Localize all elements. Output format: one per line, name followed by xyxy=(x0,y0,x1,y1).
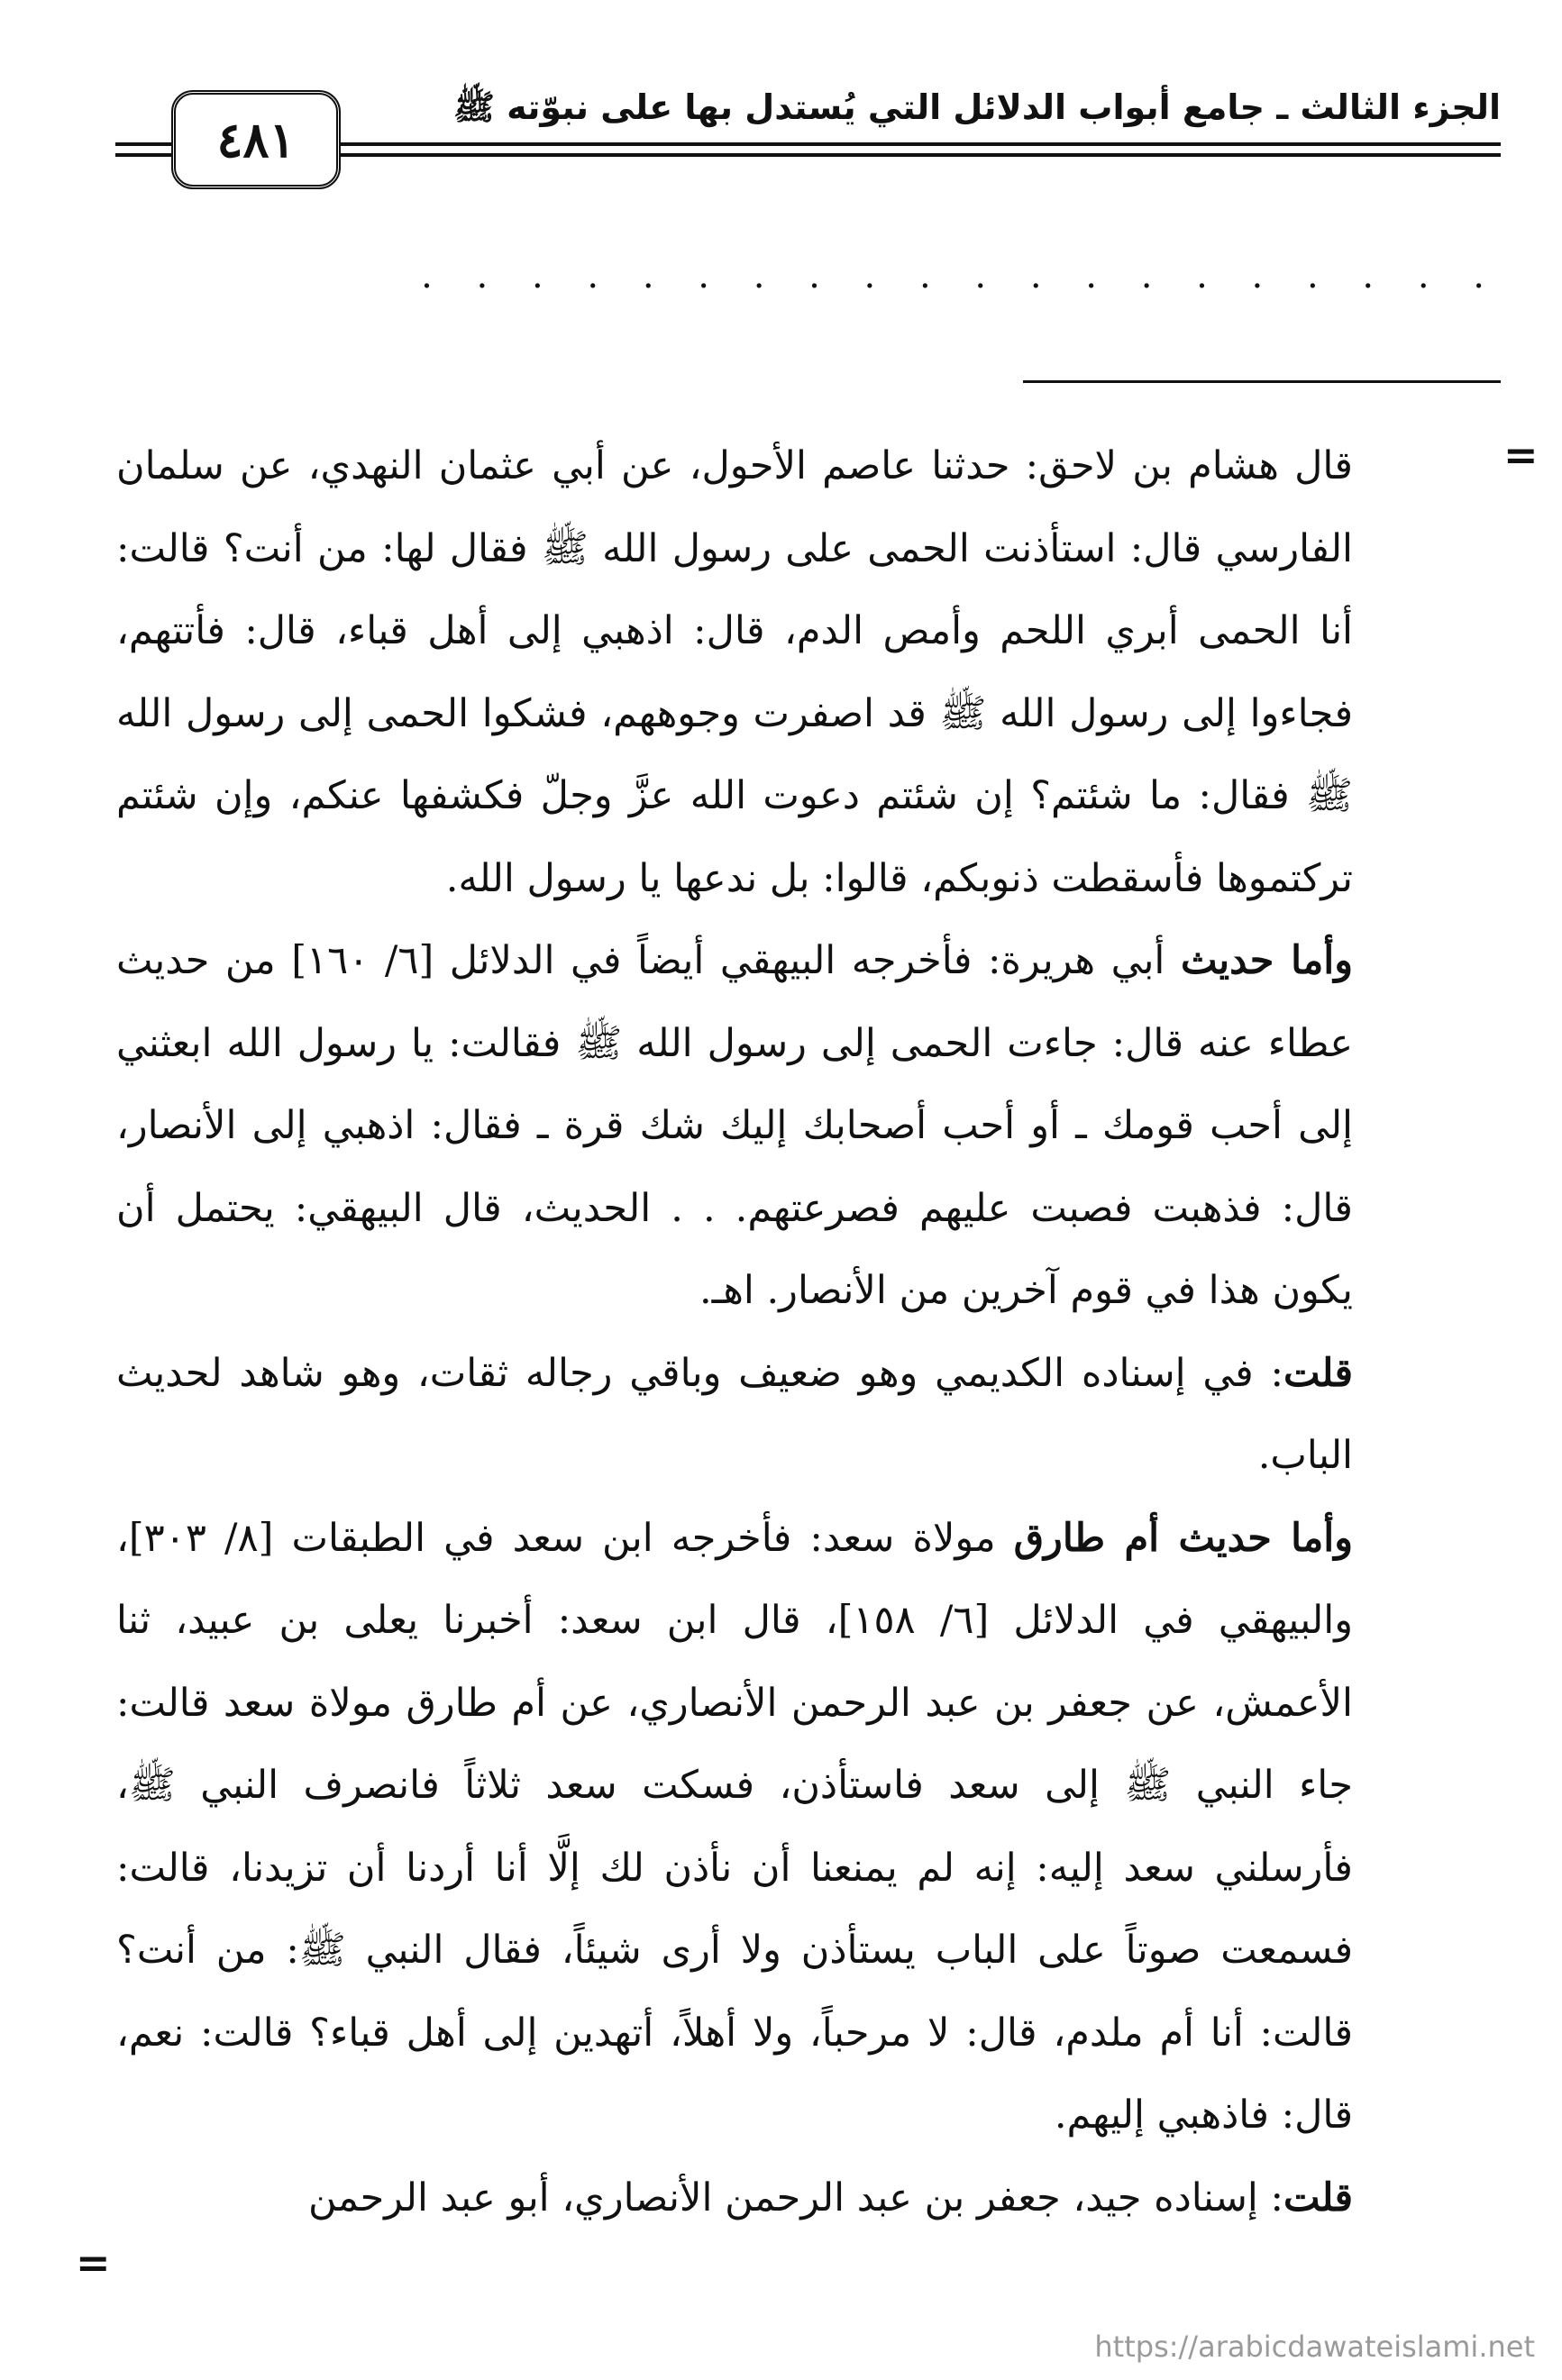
paragraph xyxy=(116,1333,1353,1498)
paragraph-lead: وأما حديث أم طارق xyxy=(1013,1515,1354,1561)
paragraph-text: قال هشام بن لاحق: حدثنا عاصم الأحول، عن أبي عثمان النهدي، عن سلمان الفارسي قال: استأذنت الحمى على رسول الله ﷺ فقال لها: من أنت؟ قالت: أنا الحمى أبري اللحم وأمص الدم، قال: اذهبي إلى أهل قباء، قال: فأتتهم، فجاءوا إلى رسول الله ﷺ قد اصفرت وجوههم، فشكوا الحمى إلى رسول الله ﷺ فقال: ما شئتم؟ إن شئتم دعوت الله عزَّ وجلّ فكشفها عنكم، وإن شئتم تركتموها فأسقطت ذنوبكم، قالوا: بل ندعها يا رسول الله. xyxy=(116,443,1353,901)
footnote-divider xyxy=(1023,380,1501,383)
watermark-url: https://arabicdawateislami.net xyxy=(1094,2330,1535,2364)
continuation-mark-bottom: = xyxy=(76,2239,111,2287)
paragraph-text: أبي هريرة: فأخرجه البيهقي أيضاً في الدلائل [٦/ ١٦٠] من حديث عطاء عنه قال: جاءت الحمى إلى رسول الله ﷺ فقالت: يا رسول الله ابعثني إلى أحب قومك ـ أو أحب أصحابك إليك شك قرة ـ فقال: اذهبي إلى الأنصار، قال: فذهبت فصبت عليهم فصرعتهم. . . الحديث، قال البيهقي: يحتمل أن يكون هذا في قوم آخرين من الأنصار. اهـ. xyxy=(116,938,1353,1313)
paragraph-text: : إسناده جيد، جعفر بن عبد الرحمن الأنصاري، أبو عبد الرحمن xyxy=(308,2175,1283,2220)
section-separator-dots: . . . . . . . . . . . . . . . . . . . . xyxy=(421,255,1501,296)
paragraph-text: : في إسناده الكديمي وهو ضعيف وباقي رجاله ثقات، وهو شاهد لحديث الباب. xyxy=(116,1350,1353,1478)
page-number-box xyxy=(171,90,341,189)
paragraph xyxy=(116,425,1353,920)
paragraph-lead: قلت xyxy=(1283,2175,1353,2220)
paragraph xyxy=(116,920,1353,1333)
running-header-title: الجزء الثالث ـ جامع أبواب الدلائل التي يُستدل بها على نبوّته ﷺ xyxy=(452,87,1501,127)
paragraph-text: مولاة سعد: فأخرجه ابن سعد في الطبقات [٨/ ٣٠٣]، والبيهقي في الدلائل [٦/ ١٥٨]، قال ابن سعد: أخبرنا يعلى بن عبيد، ثنا الأعمش، عن جعفر بن عبد الرحمن الأنصاري، عن أم طارق مولاة سعد قالت: جاء النبي ﷺ إلى سعد فاستأذن، فسكت سعد ثلاثاً فانصرف النبي ﷺ، فأرسلني سعد إليه: إنه لم يمنعنا أن نأذن لك إلَّا أنا أردنا أن تزيدنا، قالت: فسمعت صوتاً على الباب يستأذن ولا أرى شيئاً، فقال النبي ﷺ: من أنت؟ قالت: أنا أم ملدم، قال: لا مرحباً، ولا أهلاً، أتهدين إلى أهل قباء؟ قالت: نعم، قال: فاذهبي إليهم. xyxy=(116,1515,1353,2138)
body-text xyxy=(116,425,1353,2239)
page-number: ٤٨١ xyxy=(216,111,296,169)
paragraph-lead: وأما حديث xyxy=(1180,938,1353,983)
paragraph xyxy=(116,2157,1353,2240)
paragraph-lead: قلت xyxy=(1283,1350,1353,1396)
continuation-mark-top: = xyxy=(1503,431,1539,479)
paragraph xyxy=(116,1498,1353,2157)
